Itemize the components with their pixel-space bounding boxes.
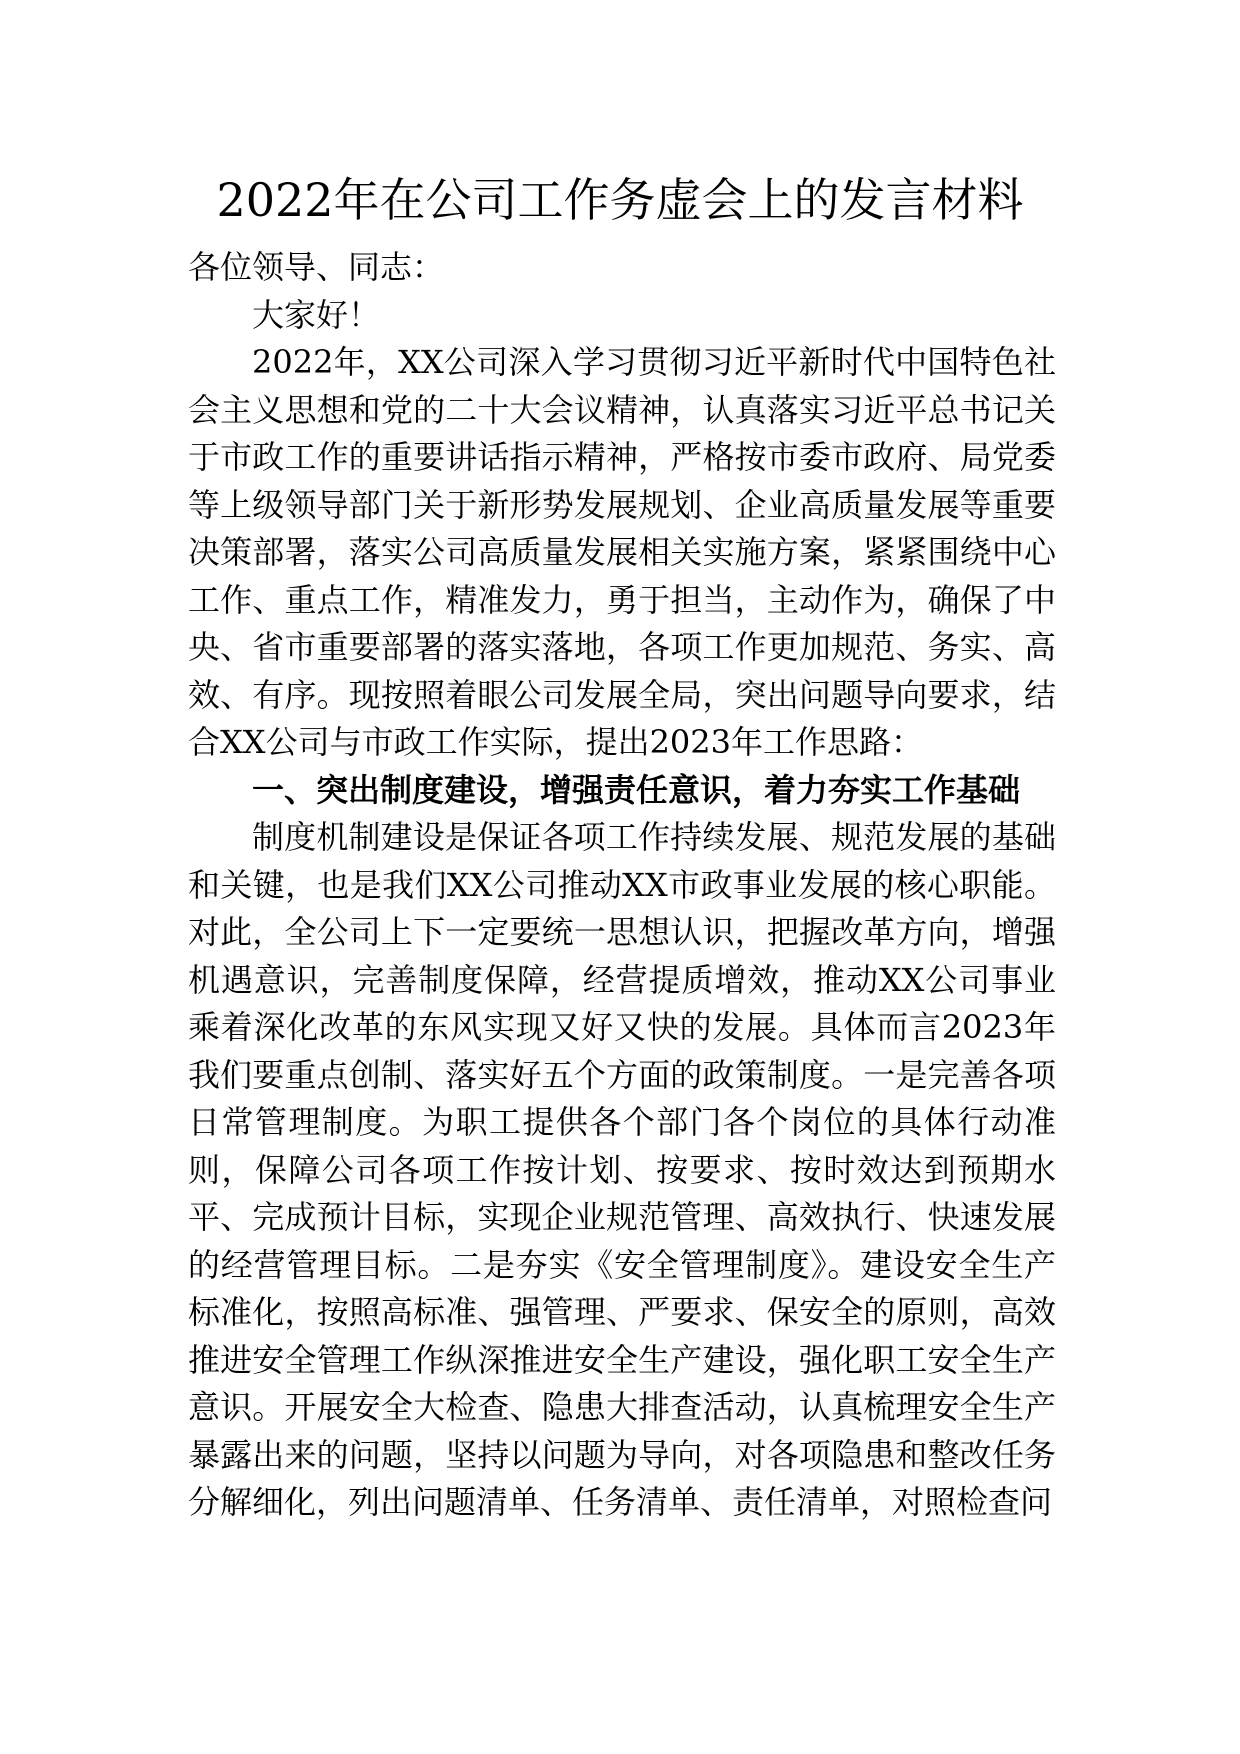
document-title: 2022年在公司工作务虚会上的发言材料: [216, 173, 1024, 227]
document-body: [188, 244, 1056, 1527]
section-heading-1: 一、突出制度建设，增强责任意识，着力夯实工作基础: [252, 770, 1021, 809]
intro-paragraph: 2022年，XX公司深入学习贯彻习近平新时代中国特色社会主义思想和党的二十大会议精神，认真落实习近平总书记关于市政工作的重要讲话指示精神，严格按市委市政府、局党委等上级领导部门关于新形势发展规划、企业高质量发展等重要决策部署，落实公司高质量发展相关实施方案，紧紧围绕中心工作、重点工作，精准发力，勇于担当，主动作为，确保了中央、省市重要部署的落实落地，各项工作更加规范、务实、高效、有序。现按照着眼公司发展全局，突出问题导向要求，结合XX公司与市政工作实际，提出2023年工作思路：: [188, 343, 1056, 761]
salutation: 各位领导、同志：: [188, 248, 445, 286]
greeting: 大家好！: [252, 295, 381, 334]
section-body-1: 制度机制建设是保证各项工作持续发展、规范发展的基础和关键，也是我们XX公司推动XX市政事业发展的核心职能。对此，全公司上下一定要统一思想认识，把握改革方向，增强机遇意识，完善制度保障，经营提质增效，推动XX公司事业乘着深化改革的东风实现又好又快的发展。具体而言2023年我们要重点创制、落实好五个方面的政策制度。一是完善各项日常管理制度。为职工提供各个部门各个岗位的具体行动准则，保障公司各项工作按计划、按要求、按时效达到预期水平、完成预计目标，实现企业规范管理、高效执行、快速发展的经营管理目标。二是夯实《安全管理制度》。建设安全生产标准化，按照高标准、强管理、严要求、保安全的原则，高效推进安全管理工作纵深推进安全生产建设，强化职工安全生产意识。开展安全大检查、隐患大排查活动，认真梳理安全生产暴露出来的问题，坚持以问题为导向，对各项隐患和整改任务分解细化，列出问题清单、任务清单、责任清单，对照检查问: [188, 818, 1056, 1521]
